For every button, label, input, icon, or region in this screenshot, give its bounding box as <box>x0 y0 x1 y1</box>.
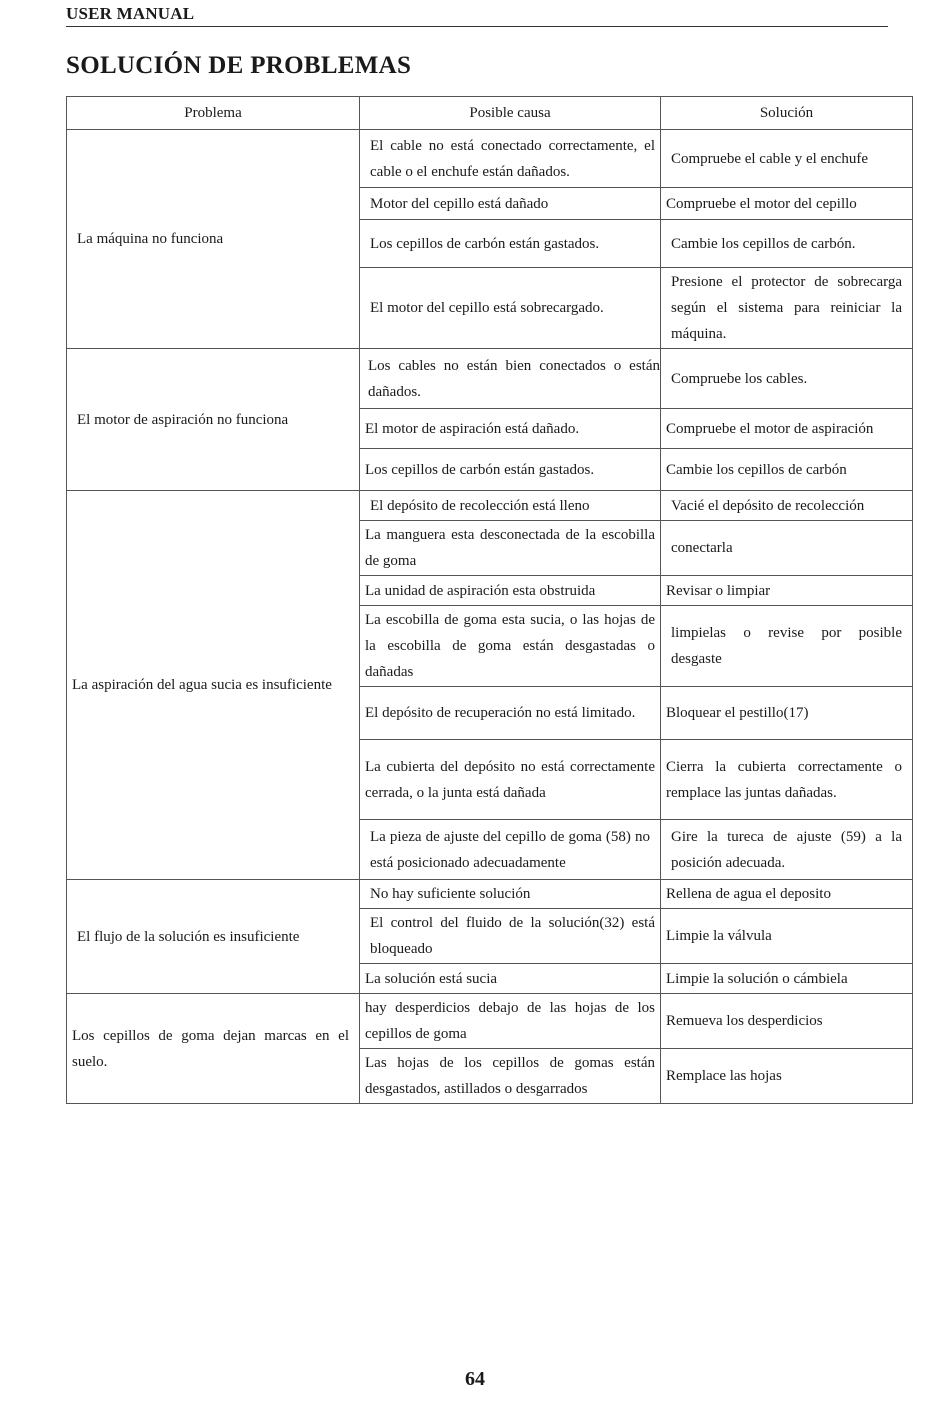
solution-cell: Remueva los desperdicios <box>661 994 913 1049</box>
troubleshooting-table <box>66 96 913 1104</box>
solution-cell: conectarla <box>661 521 913 576</box>
page-title: SOLUCIÓN DE PROBLEMAS <box>66 52 412 79</box>
cause-cell: El cable no está conectado correctamente, el cable o el enchufe están dañados. <box>360 130 661 188</box>
cause-cell: El depósito de recolección está lleno <box>360 491 661 521</box>
table-header-row <box>67 97 913 130</box>
solution-cell: Cambie los cepillos de carbón <box>661 449 913 491</box>
cause-cell: El control del fluido de la solución(32) está bloqueado <box>360 909 661 964</box>
table-row <box>67 130 913 188</box>
problem-cell: La aspiración del agua sucia es insuficiente <box>67 491 360 880</box>
cause-cell: La manguera esta desconectada de la escobilla de goma <box>360 521 661 576</box>
table-row <box>67 994 913 1049</box>
cause-cell: La escobilla de goma esta sucia, o las hojas de la escobilla de goma están desgastadas o dañadas <box>360 606 661 687</box>
table-row <box>67 491 913 521</box>
cause-cell: El depósito de recuperación no está limitado. <box>360 687 661 740</box>
table-row <box>67 349 913 409</box>
solution-cell: Cambie los cepillos de carbón. <box>661 220 913 268</box>
solution-cell: Remplace las hojas <box>661 1049 913 1104</box>
cause-cell: La cubierta del depósito no está correctamente cerrada, o la junta está dañada <box>360 740 661 820</box>
solution-cell: Compruebe el motor del cepillo <box>661 188 913 220</box>
cause-cell: hay desperdicios debajo de las hojas de los cepillos de goma <box>360 994 661 1049</box>
table-row <box>67 880 913 909</box>
problem-cell: La máquina no funciona <box>67 130 360 349</box>
problem-cell: El motor de aspiración no funciona <box>67 349 360 491</box>
problem-cell: El flujo de la solución es insuficiente <box>67 880 360 994</box>
solution-cell: Limpie la válvula <box>661 909 913 964</box>
cause-cell: Los cables no están bien conectados o están dañados. <box>360 349 661 409</box>
cause-cell: Las hojas de los cepillos de gomas están desgastados, astillados o desgarrados <box>360 1049 661 1104</box>
solution-cell: Cierra la cubierta correctamente o remplace las juntas dañadas. <box>661 740 913 820</box>
solution-cell: Rellena de agua el deposito <box>661 880 913 909</box>
solution-cell: Revisar o limpiar <box>661 576 913 606</box>
solution-cell: Bloquear el pestillo(17) <box>661 687 913 740</box>
page-number: 64 <box>465 1368 485 1390</box>
column-header-problem: Problema <box>67 97 360 130</box>
solution-cell: Compruebe el cable y el enchufe <box>661 130 913 188</box>
problem-cell: Los cepillos de goma dejan marcas en el suelo. <box>67 994 360 1104</box>
cause-cell: El motor del cepillo está sobrecargado. <box>360 268 661 349</box>
solution-cell: Limpie la solución o cámbiela <box>661 964 913 994</box>
cause-cell: Los cepillos de carbón están gastados. <box>360 220 661 268</box>
solution-cell: limpielas o revise por posible desgaste <box>661 606 913 687</box>
cause-cell: Motor del cepillo está dañado <box>360 188 661 220</box>
solution-cell: Compruebe el motor de aspiración <box>661 409 913 449</box>
solution-cell: Compruebe los cables. <box>661 349 913 409</box>
running-header: USER MANUAL <box>66 4 888 27</box>
solution-cell: Presione el protector de sobrecarga según el sistema para reiniciar la máquina. <box>661 268 913 349</box>
cause-cell: Los cepillos de carbón están gastados. <box>360 449 661 491</box>
cause-cell: La unidad de aspiración esta obstruida <box>360 576 661 606</box>
solution-cell: Gire la tureca de ajuste (59) a la posición adecuada. <box>661 820 913 880</box>
cause-cell: No hay suficiente solución <box>360 880 661 909</box>
column-header-cause: Posible causa <box>360 97 661 130</box>
column-header-solution: Solución <box>661 97 913 130</box>
cause-cell: El motor de aspiración está dañado. <box>360 409 661 449</box>
cause-cell: La pieza de ajuste del cepillo de goma (58) no está posicionado adecuadamente <box>360 820 661 880</box>
cause-cell: La solución está sucia <box>360 964 661 994</box>
solution-cell: Vacié el depósito de recolección <box>661 491 913 521</box>
